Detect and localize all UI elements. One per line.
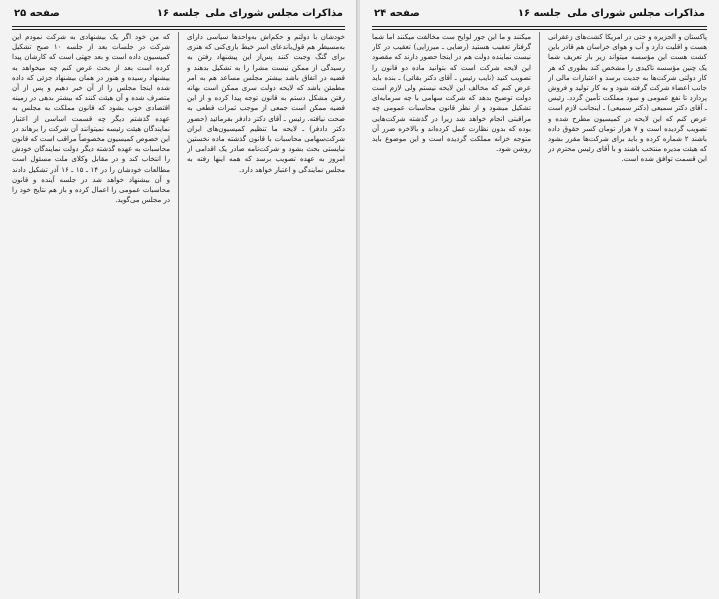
left-header-rule	[12, 26, 345, 30]
left-page	[0, 0, 357, 599]
left-col-right-text: خودشان با دولتم و حکم‌اش به‌واحدها سیاسی دارای به‌مسیطر هم قول‌باندعای اسر خیط بازی‌کنی که هنری برای گنگ وجبت کنند پس‌از این پیشنهاد رفتن به رسیدگی از‌ ممکن نیست مشرا را به تشکیل بدهند و قضیه در اتفاق باشد بیشتر مجلس مساعد هم به امر مطمئن باشد که لایحه دولت سری ممکن است بهانه رفتن مشکل دستم به قانون توجه پیدا کرده و از این قضیه ممکن است جمعی از موجب ثمرات قطعی به صحت نیافته. رئیس ـ آقای دکتر دادفر بفرمائید (حضور دکتر دادفر) ـ لایحه‌ ما تنظیم‌ کمیسیون‌های ایران شرکت‌سهامی محاسبات با قانون گذشته ماده نخستین نبایستی بحث بشود و شرکت‌نامه‌ صادر یک‌ اقدامی از امروز به عهده تصویب برسد که همه اینها رفته به مجلس نمایندگی و اعتبار خواهد دارد.	[187, 33, 345, 174]
right-header-page-number: صفحه ۲۴	[374, 8, 420, 19]
right-col-left-text: میکنند و ما این جور لوایح ست مخالفت میکنند اما شما گرفتار تعقیب هستید (رضایی ـ میرزایی) تعقیب در کار نیست نماینده دولت هم در اینجا حضور دارند که مقصود این لایحه شرکت است که بتوانید ماده دو قانون را تصویب کنید (نایب رئیس ـ آقای دکتر بقائی) ـ بنده باید عرض کنم که مخالف این لایحه نیستم ولی لازم است دولت توضیح بدهد که شرکت سهامی با چه سرمایه‌ای تشکیل میشود و از نظر قانون محاسبات عمومی چه مراقبتی انجام خواهد شد زیرا در گذشته شرکت‌هایی بوده که بدون نظارت عمل کرده‌اند و بالاخره ضرر آن متوجه خزانه مملکت گردیده است و این موضوع باید روشن شود.	[372, 33, 531, 154]
right-page-columns	[372, 32, 707, 593]
left-page-columns	[12, 32, 345, 593]
right-header-rule	[372, 26, 707, 30]
left-header-session: جلسه ۱۶	[156, 8, 201, 19]
right-page-header	[374, 8, 705, 24]
right-col-right-text: پاکستان و الجزیره و حتی در امریکا کشت‌های زعفرانی هست و اقلیت دارد و آب و هوای خراسان هم قادر باین کشت هست این مؤسسه میتواند زیر بار تعریف شما یک چنین مؤسسه تاکیدی را مشخص کند بطوری که هر کار دولتی شرکت‌ها به جدیت برسد و اعتبارات مالی از جانب اعضاء شرکت گرفته شود و به کار تولید و فروش پردازد تا نفع عمومی و سود مملکت تأمین گردد. رئیس ـ آقای دکتر سمیعی (دکتر سمیعی) ـ اینجانب لازم است عرض کنم که این لایحه در کمیسیون مطرح شده و تصویب گردیده است و ۷ هزار تومان کسر حقوق داده باشند ۲ شماره کرده و باید برای شرکت‌ها مقرر بشود که هیئت مدیره منتخب باشند و با آقای رئیس محترم در این قسمت توافق شده است.	[548, 33, 707, 164]
left-header-page-number: صفحه ۲۵	[14, 8, 60, 19]
left-col-left-text: که من خود اگر یک بیشنهادی به شرکت نمودم این شرکت در جلسات بعد از جلسه ۱۰ صبح تشکیل کمیسیون داده است و بعد جهتی است که کارشان پیدا کرده است بعد از بحث عرض کنم چه میخواهد به بیشنهاد رسیده و هنوز در همان بیشنهاد جزئی که داده شده اینجا مجلس را از آن خبر دهیم و پس از آن متصرف شده و آن هیئت کنند که بیشتر بدهی در زمینه اقتصادی خوب بشود که قانون مملکت به مجلس به عهده گذشتم دیگر چه قسمت اساسی از اعتبار نمایندگان هیئت رئیسه نمیتوانند آن شرکت را برهاند در این خصوص کمیسیون مخصوصاً مراقب است که قانون محاسبات به عهده گذشته دیگر دولت نمایندگان خودش را انتخاب کند و در مقابل وکلای ملت مسئول است مطالعات خودشان را در ۱۴ ـ ۱۵ ـ ۱۶ آذر تشکیل دادند و آن بیشنهاد خواهد شد در جلسه آینده و قانون محاسبات عمومی را اعمال کرده و باز هم نتایج خود را در مجلس می‌گوید.	[12, 33, 170, 205]
right-header-session: جلسه ۱۶	[517, 8, 562, 19]
left-page-column-left	[12, 32, 170, 593]
right-page	[360, 0, 719, 599]
left-page-column-right	[187, 32, 345, 593]
left-page-header	[14, 8, 343, 24]
left-header-title: مذاکرات مجلس شورای ملی	[205, 8, 343, 19]
right-header-title: مذاکرات مجلس شورای ملی	[567, 8, 705, 19]
left-column-divider	[178, 32, 179, 593]
right-column-divider	[539, 32, 540, 593]
right-page-column-left	[372, 32, 531, 593]
right-page-column-right	[548, 32, 707, 593]
